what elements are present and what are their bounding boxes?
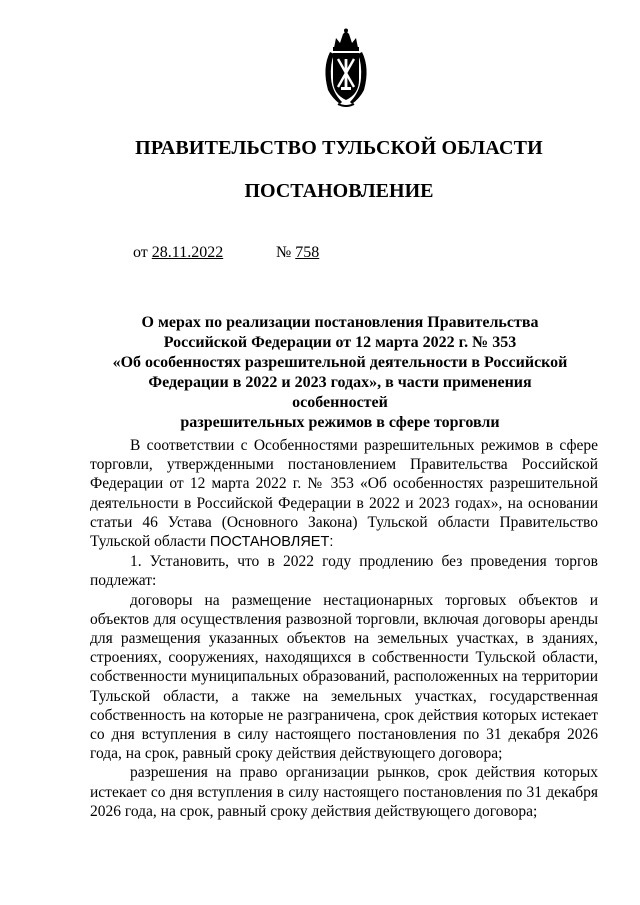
document-type: ПОСТАНОВЛЕНИЕ <box>244 180 434 202</box>
preamble-paragraph <box>90 436 598 552</box>
preamble-text: В соответствии с Особенностями разрешительных режимов в сфере торговли, утвержденными постановлением Правительства Российской Федерации от 12 марта 2022 г. № 353 «Об особенностях разрешительной деятельности в Российской Федерации в 2022 и 2023 годах», на основании статьи 46 Устава (Основного Закона) Тульской области Правительство Тульской области <box>90 437 598 551</box>
title-line: Федерации в 2022 и 2023 годах», в части применения особенностей <box>148 374 532 411</box>
number-value: 758 <box>295 244 320 261</box>
document-number <box>276 244 319 262</box>
title-line: О мерах по реализации постановления Правительства <box>141 314 539 331</box>
item-1a-paragraph: договоры на размещение нестационарных торговых объектов и объектов для осуществления развозной торговли, включая договоры аренды для размещения указанных объектов на земельных участках, в зданиях, строениях, сооружениях, находящихся в собственности Тульской области, собственности муниципальных образований, расположенных на территории Тульской области, а также на земельных участках, государственная собственность на которые не разграничена, срок действия которых истекает со дня вступления в силу настоящего постановления по 31 декабря 2026 года, на срок, равный сроку действия действующего договора; <box>90 591 598 763</box>
date-prefix: от <box>133 244 148 261</box>
organization-name: ПРАВИТЕЛЬСТВО ТУЛЬСКОЙ ОБЛАСТИ <box>135 137 543 159</box>
document-title <box>112 313 568 433</box>
decree-keyword: ПОСТАНОВЛЯЕТ: <box>209 534 334 551</box>
number-prefix: № <box>276 244 292 261</box>
date-value: 28.11.2022 <box>151 244 224 261</box>
document-date <box>133 244 223 262</box>
item-1-paragraph: 1. Установить, что в 2022 году продлению без проведения торгов подлежат: <box>90 553 598 590</box>
title-line: «Об особенностях разрешительной деятельности в Российской <box>112 354 568 371</box>
tula-coat-of-arms-icon <box>318 28 374 108</box>
title-line: Российской Федерации от 12 марта 2022 г. № 353 <box>163 334 517 351</box>
item-1b-paragraph: разрешения на право организации рынков, срок действия которых истекает со дня вступления в силу настоящего постановления по 31 декабря 2026 года, на срок, равный сроку действия действующего договора; <box>90 764 598 820</box>
title-line: разрешительных режимов в сфере торговли <box>180 414 500 431</box>
document-body <box>90 436 598 821</box>
